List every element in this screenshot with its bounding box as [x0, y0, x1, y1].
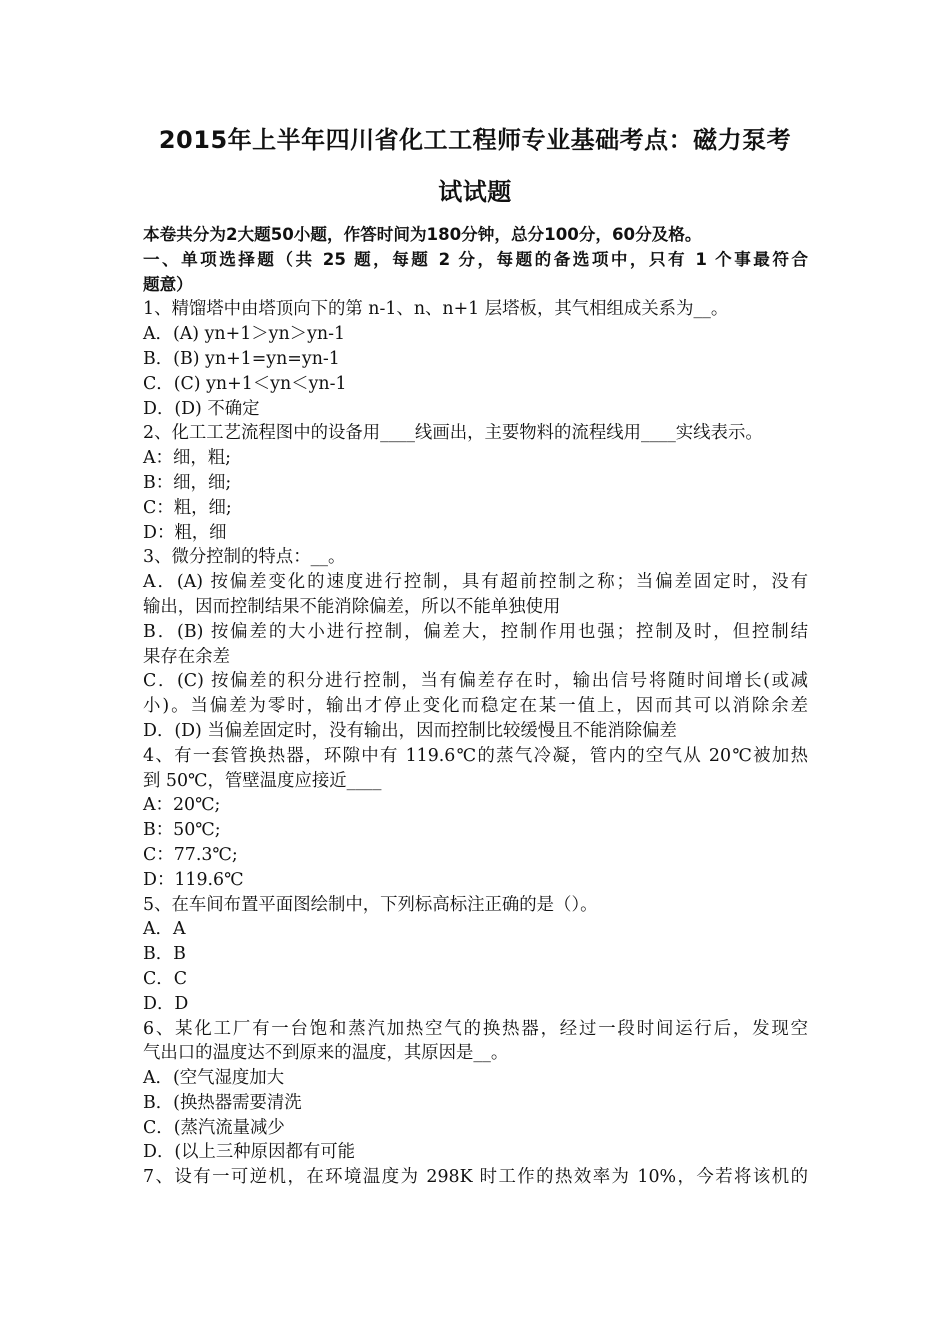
section-header-line-2: 题意） [143, 274, 193, 294]
question-5-stem: 5、在车间布置平面图绘制中，下列标高标注正确的是（）。 [143, 894, 598, 915]
question-4-stem-cont: 到 50℃，管壁温度应接近____ [143, 770, 382, 791]
question-3-option-a-cont: 输出，因而控制结果不能消除偏差，所以不能单独使用 [143, 596, 561, 617]
question-3-option-b: B．(B) 按偏差的大小进行控制，偏差大，控制作用也强；控制及时，但控制结 [143, 621, 808, 642]
question-6-stem: 6、某化工厂有一台饱和蒸汽加热空气的换热器，经过一段时间运行后，发现空 [143, 1018, 808, 1039]
question-2-option-b: B：细，细; [143, 472, 232, 493]
question-4-option-d: D：119.6℃ [143, 869, 244, 890]
question-1-option-d: D．(D) 不确定 [143, 398, 260, 419]
question-4-option-c: C：77.3℃; [143, 844, 238, 865]
question-1-stem: 1、精馏塔中由塔顶向下的第 n-1、n、n+1 层塔板，其气相组成关系为__。 [143, 299, 729, 320]
document-body [143, 223, 808, 1190]
question-3-option-d: D．(D) 当偏差固定时，没有输出，因而控制比较缓慢且不能消除偏差 [143, 720, 677, 741]
question-6-option-b: B．(换热器需要清洗 [143, 1092, 302, 1113]
question-6-stem-cont: 气出口的温度达不到原来的温度，其原因是__。 [143, 1043, 509, 1064]
question-3-option-c-cont: 小)。当偏差为零时，输出才停止变化而稳定在某一值上，因而其可以消除余差 [143, 696, 808, 717]
document-title-line-1: 2015年上半年四川省化工工程师专业基础考点：磁力泵考 [158, 126, 792, 154]
section-header-line-1: 一、单项选择题（共 25 题，每题 2 分，每题的备选项中，只有 1 个事最符合 [143, 249, 808, 269]
question-3-stem: 3、微分控制的特点：__。 [143, 547, 346, 568]
question-4-option-a: A：20℃; [143, 795, 221, 816]
exam-intro: 本卷共分为2大题50小题，作答时间为180分钟，总分100分，60分及格。 [143, 225, 702, 244]
question-2-option-c: C：粗，细; [143, 497, 232, 518]
question-7-stem: 7、设有一可逆机，在环境温度为 298K 时工作的热效率为 10%，今若将该机的 [143, 1167, 808, 1188]
question-4-option-b: B：50℃; [143, 820, 221, 841]
question-3-option-c: C．(C) 按偏差的积分进行控制，当有偏差存在时，输出信号将随时间增长(或减 [143, 671, 808, 692]
question-3-option-b-cont: 果存在余差 [143, 646, 230, 667]
question-5-option-d: D．D [143, 993, 189, 1014]
question-6-option-c: C．(蒸汽流量减少 [143, 1117, 285, 1138]
question-1-option-a: A．(A) yn+1＞yn＞yn-1 [143, 324, 346, 345]
question-6-option-a: A．(空气湿度加大 [143, 1068, 285, 1089]
question-5-option-c: C．C [143, 968, 188, 989]
question-1-option-c: C．(C) yn+1＜yn＜yn-1 [143, 373, 347, 394]
question-4-stem: 4、有一套管换热器，环隙中有 119.6℃的蒸气冷凝，管内的空气从 20℃被加热 [143, 745, 808, 766]
question-2-stem: 2、化工工艺流程图中的设备用____线画出，主要物料的流程线用____实线表示。 [143, 423, 763, 444]
question-1-option-b: B．(B) yn+1=yn=yn-1 [143, 348, 340, 369]
question-5-option-a: A．A [143, 919, 186, 940]
document-title-line-2: 试试题 [438, 178, 512, 206]
question-2-option-d: D：粗，细 [143, 522, 227, 543]
question-3-option-a: A．(A) 按偏差变化的速度进行控制，具有超前控制之称；当偏差固定时，没有 [143, 572, 809, 593]
question-6-option-d: D．(以上三种原因都有可能 [143, 1142, 356, 1163]
question-5-option-b: B．B [143, 944, 186, 965]
question-2-option-a: A：细，粗; [143, 448, 231, 469]
